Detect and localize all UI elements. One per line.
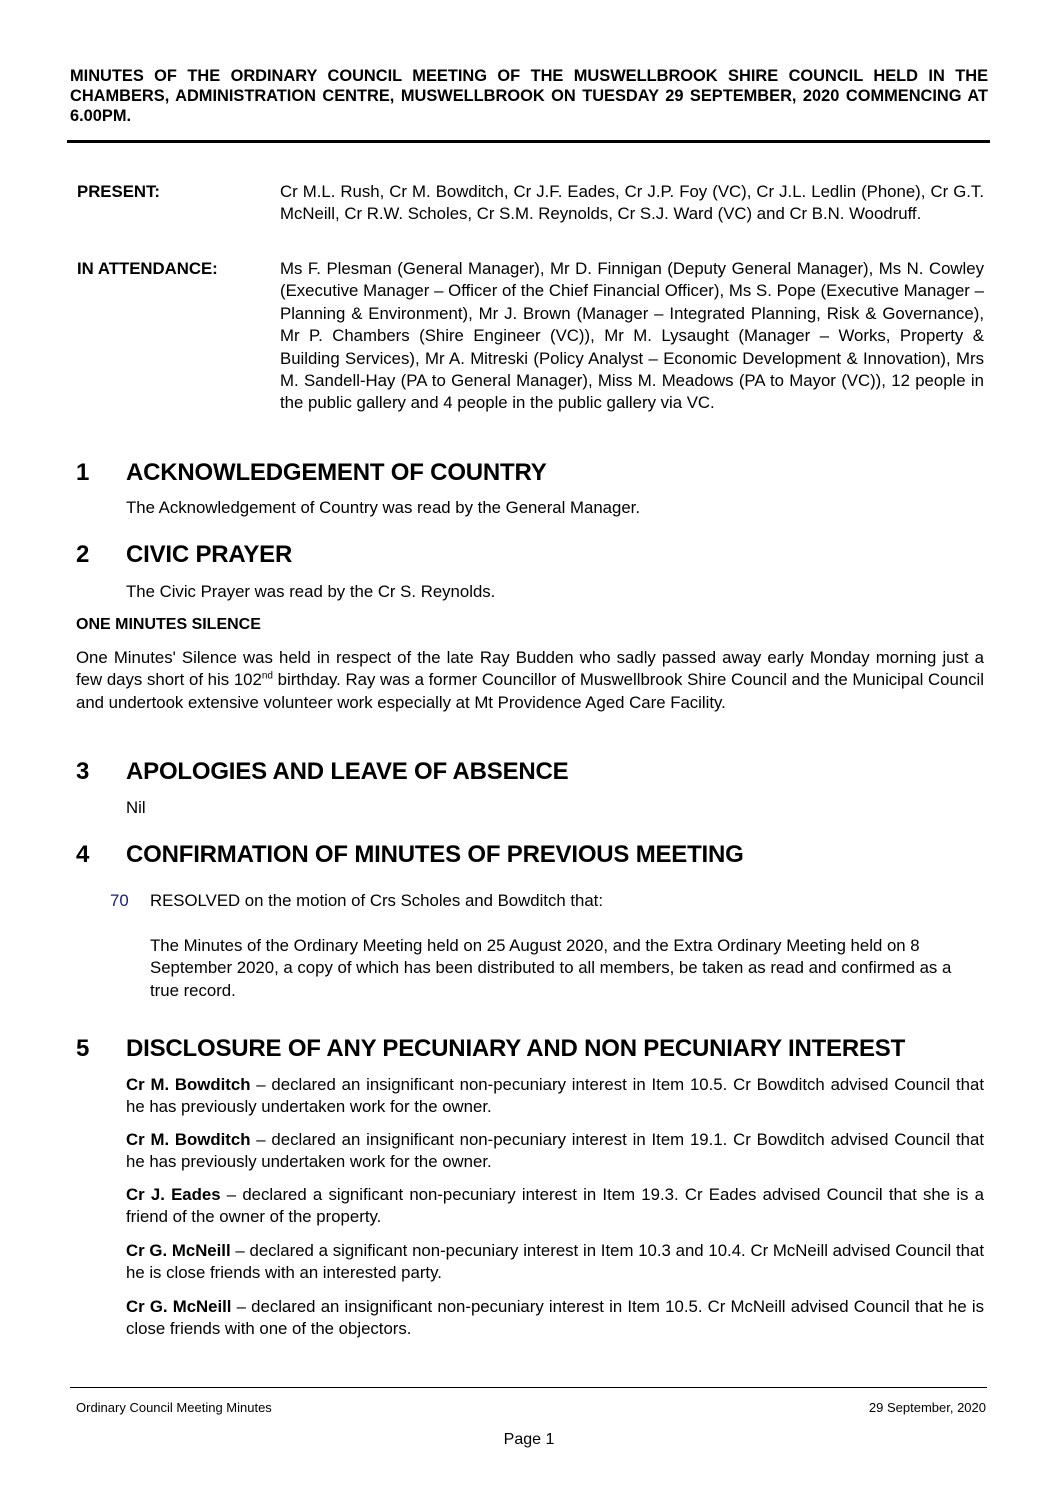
footer-date: 29 September, 2020 <box>868 1400 986 1415</box>
interest-declaration <box>126 1129 984 1174</box>
section-title: ACKNOWLEDGEMENT OF COUNTRY <box>126 459 547 486</box>
section-2-text: The Civic Prayer was read by the Cr S. Reynolds. <box>126 582 496 601</box>
attendance-label: IN ATTENDANCE: <box>77 259 218 278</box>
attendance-block <box>77 258 984 415</box>
interest-declaration <box>126 1240 984 1285</box>
declaration-text: – declared an insignificant non-pecuniary interest in Item 10.5. Cr Bowditch advised Council that he has previously undertaken work for the owner. <box>126 1075 985 1117</box>
section-title: CIVIC PRAYER <box>126 541 293 568</box>
silence-heading: ONE MINUTES SILENCE <box>76 616 261 633</box>
councillor-name: Cr G. McNeill <box>126 1297 232 1316</box>
page-number: Page 1 <box>503 1431 555 1448</box>
header-divider <box>67 140 990 143</box>
councillor-name: Cr J. Eades <box>126 1185 221 1204</box>
councillor-name: Cr M. Bowditch <box>126 1075 251 1094</box>
present-list: Cr M.L. Rush, Cr M. Bowditch, Cr J.F. Eades, Cr J.P. Foy (VC), Cr J.L. Ledlin (Phone), Cr G.T. McNeill, Cr R.W. Scholes, Cr S.M. Reynolds, Cr S.J. Ward (VC) and Cr B.N. Woodruff. <box>280 182 984 224</box>
ordinal-suffix: nd <box>261 670 273 682</box>
present-block <box>77 181 984 226</box>
attendance-list: Ms F. Plesman (General Manager), Mr D. Finnigan (Deputy General Manager), Ms N. Cowley (Executive Manager – Officer of the Chief Financial Officer), Ms S. Pope (Executive Manager – Planning & Environment), Mr J. Brown (Manager – Integrated Planning, Risk & Governance), Mr P. Chambers (Shire Engineer (VC)), Mr M. Lysaught (Manager – Works, Property & Building Services), Mr A. Mitreski (Policy Analyst – Economic Development & Innovation), Mrs M. Sandell-Hay (PA to General Manager), Miss M. Meadows (PA to Mayor (VC)), 12 people in the public gallery and 4 people in the public gallery via VC. <box>280 259 984 413</box>
silence-text <box>76 647 984 714</box>
section-number: 5 <box>76 1035 90 1062</box>
section-1-text: The Acknowledgement of Country was read by the General Manager. <box>126 498 640 517</box>
councillor-name: Cr M. Bowditch <box>126 1130 251 1149</box>
declaration-text: – declared an insignificant non-pecuniary interest in Item 19.1. Cr Bowditch advised Council that he has previously undertaken work for the owner. <box>126 1130 985 1172</box>
section-number: 2 <box>76 541 90 568</box>
section-number: 4 <box>76 841 90 868</box>
footer-document-name: Ordinary Council Meeting Minutes <box>76 1400 272 1415</box>
interest-declaration <box>126 1184 984 1229</box>
silence-text-part: birthday. Ray was a former Councillor of Muswellbrook Shire Council and the Municipal Council and undertook extensive volunteer work especially at Mt Providence Aged Care Facility. <box>76 670 984 712</box>
resolution-body: The Minutes of the Ordinary Meeting held on 25 August 2020, and the Extra Ordinary Meeting held on 8 September 2020, a copy of which has been distributed to all members, be taken as read and confirmed as a true record. <box>150 936 952 1000</box>
interest-declaration <box>126 1296 984 1341</box>
declaration-text: – declared a significant non-pecuniary interest in Item 10.3 and 10.4. Cr McNeill advised Council that he is close friends with an interested party. <box>126 1241 984 1283</box>
footer-divider <box>70 1387 987 1388</box>
section-title: CONFIRMATION OF MINUTES OF PREVIOUS MEETING <box>126 841 744 868</box>
councillor-name: Cr G. McNeill <box>126 1241 231 1260</box>
silence-text-part: One Minutes' Silence was held in respect of the late Ray Budden who sadly passed away early Monday morning just a few days short of his 102 <box>76 648 984 690</box>
resolution-number: 70 <box>110 891 129 910</box>
section-3-text: Nil <box>126 798 146 817</box>
interest-declaration <box>126 1074 984 1119</box>
declaration-text: – declared an insignificant non-pecuniary interest in Item 10.5. Cr McNeill advised Council that he is close friends with one of the objectors. <box>126 1297 984 1339</box>
declaration-text: – declared a significant non-pecuniary interest in Item 19.3. Cr Eades advised Council that she is a friend of the owner of the property. <box>126 1185 984 1227</box>
section-title: APOLOGIES AND LEAVE OF ABSENCE <box>126 758 569 785</box>
section-number: 3 <box>76 758 90 785</box>
document-title: MINUTES OF THE ORDINARY COUNCIL MEETING OF THE MUSWELLBROOK SHIRE COUNCIL HELD IN THE CHAMBERS, ADMINISTRATION CENTRE, MUSWELLBROOK ON TUESDAY 29 SEPTEMBER, 2020 COMMENCING AT 6.00PM. <box>70 67 988 125</box>
section-number: 1 <box>76 459 90 486</box>
resolution-motion: RESOLVED on the motion of Crs Scholes and Bowditch that: <box>150 891 604 910</box>
present-label: PRESENT: <box>77 182 160 201</box>
section-title: DISCLOSURE OF ANY PECUNIARY AND NON PECUNIARY INTEREST <box>126 1035 906 1062</box>
